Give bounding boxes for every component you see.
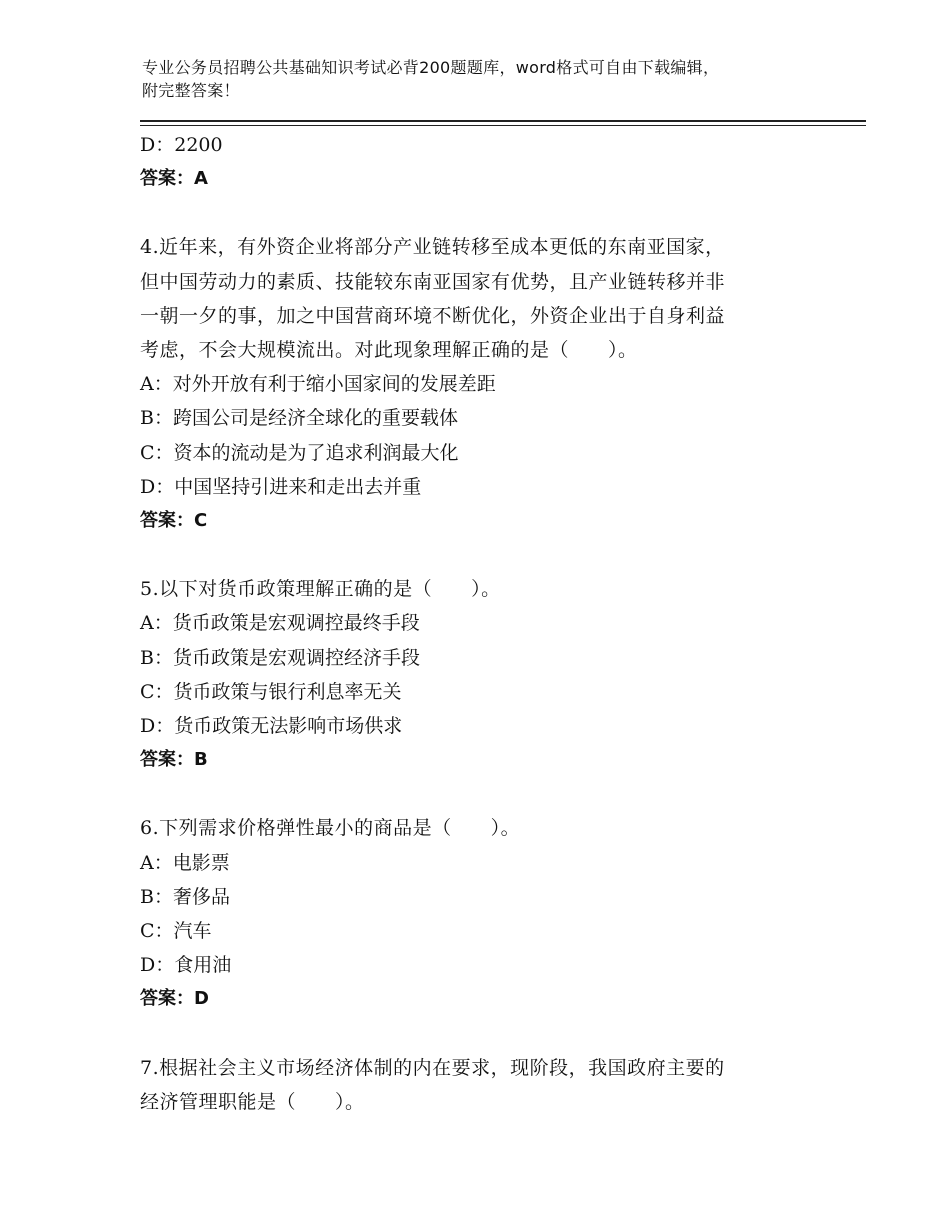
question-stem-line: 经济管理职能是（ ）。	[140, 1090, 365, 1113]
option-a: A：货币政策是宏观调控最终手段	[140, 612, 420, 635]
option-a: A：对外开放有利于缩小国家间的发展差距	[140, 373, 496, 396]
option-d: D：货币政策无法影响市场供求	[140, 715, 403, 738]
header-divider-thick	[140, 120, 866, 122]
spacer	[140, 196, 830, 230]
option-c: C：汽车	[140, 920, 212, 943]
option-b: B：奢侈品	[140, 885, 230, 908]
spacer	[140, 777, 830, 811]
option-d: D：中国坚持引进来和走出去并重	[140, 475, 422, 498]
document-body	[140, 128, 830, 1119]
question-7	[140, 1051, 830, 1119]
question-5	[140, 572, 830, 777]
header-line-2: 附完整答案！	[142, 81, 240, 100]
question-stem-line: 6.下列需求价格弹性最小的商品是（ ）。	[140, 817, 521, 840]
answer-label: 答案：C	[140, 510, 208, 532]
option-d: D：2200	[140, 134, 223, 156]
option-c: C：资本的流动是为了追求利润最大化	[140, 441, 459, 464]
answer-label: 答案：A	[140, 168, 208, 190]
spacer	[140, 1017, 830, 1051]
question-stem-line: 4.近年来，有外资企业将部分产业链转移至成本更低的东南亚国家，	[140, 236, 725, 259]
question-stem-line: 5.以下对货币政策理解正确的是（ ）。	[140, 578, 501, 601]
question-6	[140, 811, 830, 1016]
option-b: B：货币政策是宏观调控经济手段	[140, 646, 420, 669]
question-stem-line: 7.根据社会主义市场经济体制的内在要求，现阶段，我国政府主要的	[140, 1056, 725, 1079]
page-header	[142, 56, 822, 102]
spacer	[140, 538, 830, 572]
option-b: B：跨国公司是经济全球化的重要载体	[140, 407, 458, 430]
answer-label: 答案：D	[140, 988, 209, 1010]
header-line-1: 专业公务员招聘公共基础知识考试必背200题题库，word格式可自由下载编辑，	[142, 58, 720, 77]
answer-label: 答案：B	[140, 749, 208, 771]
option-a: A：电影票	[140, 851, 230, 874]
question-4	[140, 230, 830, 538]
question-stem-line: 考虑，不会大规模流出。对此现象理解正确的是（ ）。	[140, 339, 638, 362]
header-divider-thin	[140, 125, 866, 126]
question-stem-line: 一朝一夕的事，加之中国营商环境不断优化，外资企业出于自身利益	[140, 304, 726, 327]
option-d: D：食用油	[140, 954, 232, 977]
question-3-tail	[140, 128, 830, 196]
question-stem-line: 但中国劳动力的素质、技能较东南亚国家有优势，且产业链转移并非	[140, 270, 726, 293]
option-c: C：货币政策与银行利息率无关	[140, 680, 402, 703]
